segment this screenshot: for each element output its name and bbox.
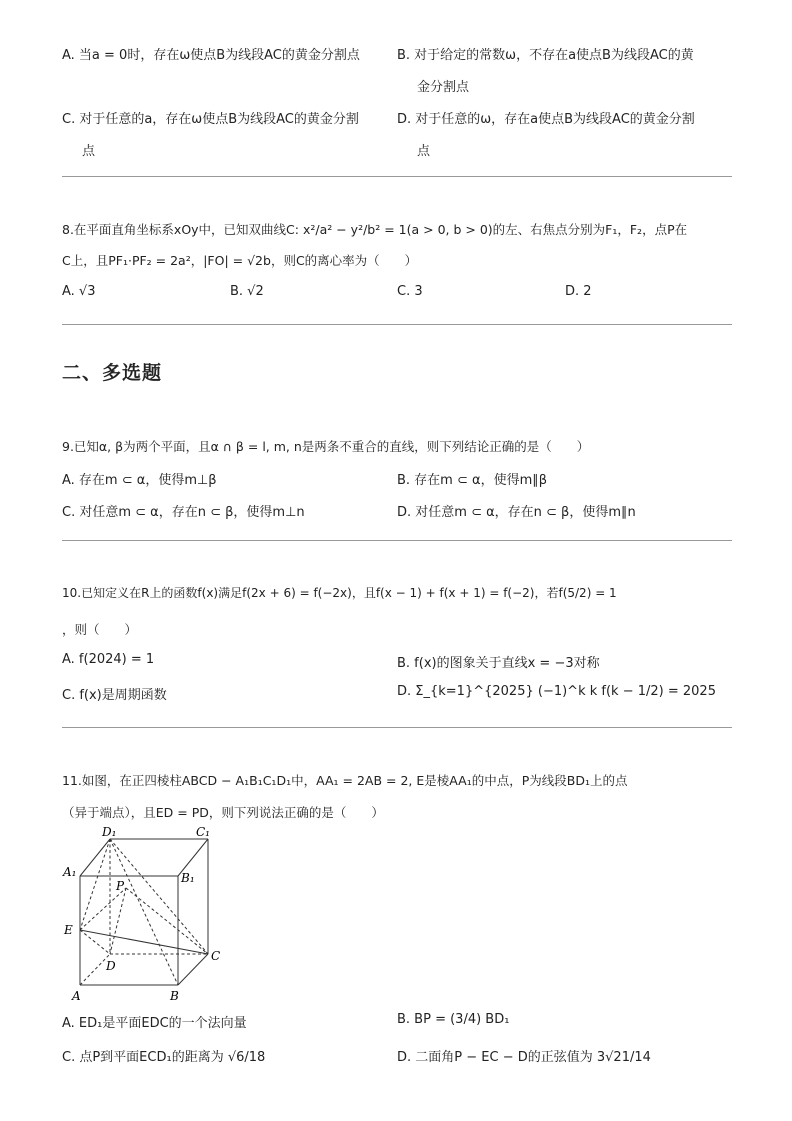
q10-option-d: D. Σ_{k=1}^{2025} (−1)^k k f(k − 1/2) = 2025 xyxy=(397,684,716,699)
seg-d1-c xyxy=(110,839,208,954)
q8-stem-line2: C上，且PF₁·PF₂ = 2a²，|FO| = √2b，则C的离心率为（ ） xyxy=(62,253,418,268)
q8-stem-line1: 8.在平面直角坐标系xOy中，已知双曲线C: x²/a² − y²/b² = 1(a > 0, b > 0)的左、右焦点分别为F₁，F₂，点P在 xyxy=(62,222,688,237)
q9-stem: 9.已知α, β为两个平面，且α ∩ β = l, m, n是两条不重合的直线，则下列结论正确的是（ ） xyxy=(62,439,590,454)
label-a: A xyxy=(72,989,81,1003)
q7-option-a: A. 当a = 0时，存在ω使点B为线段AC的黄金分割点 xyxy=(62,48,360,63)
q11-stem-line1: 11.如图，在正四棱柱ABCD − A₁B₁C₁D₁中，AA₁ = 2AB = 2, E是棱AA₁的中点，P为线段BD₁上的点 xyxy=(62,773,628,788)
q7-option-d-line2: 点 xyxy=(417,144,431,159)
label-d1: D₁ xyxy=(102,825,117,839)
divider xyxy=(62,727,732,728)
q8-option-d: D. 2 xyxy=(565,284,592,299)
section-title: 二、多选题 xyxy=(62,362,163,384)
label-e: E xyxy=(64,923,73,937)
prism-figure xyxy=(60,822,230,1007)
q10-stem-line1: 10.已知定义在R上的函数f(x)满足f(2x + 6) = f(−2x)，且f(x − 1) + f(x + 1) = f(−2)，若f(5/2) = 1 xyxy=(62,586,617,600)
q11-option-c: C. 点P到平面ECD₁的距离为 √6/18 xyxy=(62,1050,266,1065)
label-c1: C₁ xyxy=(196,825,210,839)
q7-option-c-line1: C. 对于任意的a，存在ω使点B为线段AC的黄金分割 xyxy=(62,112,359,127)
q8-option-a: A. √3 xyxy=(62,284,96,299)
q8-option-c: C. 3 xyxy=(397,284,423,299)
label-c: C xyxy=(211,949,221,963)
seg-e-d xyxy=(80,930,110,954)
q11-option-b: B. BP = (3/4) BD₁ xyxy=(397,1012,510,1027)
q8-option-b: B. √2 xyxy=(230,284,264,299)
label-d: D xyxy=(106,959,116,973)
edge-a1-d1 xyxy=(80,839,110,876)
edge-b-c xyxy=(178,954,208,985)
q7-option-d-line1: D. 对于任意的ω，存在a使点B为线段AC的黄金分割 xyxy=(397,112,695,127)
q7-option-b-line2: 金分割点 xyxy=(417,80,470,95)
q9-option-a: A. 存在m ⊂ α，使得m⊥β xyxy=(62,473,217,488)
label-b1: B₁ xyxy=(181,871,195,885)
q10-option-c: C. f(x)是周期函数 xyxy=(62,688,167,703)
q11-option-a: A. ED₁是平面EDC的一个法向量 xyxy=(62,1016,247,1031)
label-b: B xyxy=(170,989,179,1003)
q7-option-c-line2: 点 xyxy=(82,144,96,159)
seg-p-c xyxy=(126,888,208,954)
divider xyxy=(62,324,732,325)
q10-stem-line2: ，则（ ） xyxy=(62,622,138,637)
q10-option-b: B. f(x)的图象关于直线x = −3对称 xyxy=(397,656,600,671)
seg-p-d xyxy=(110,888,126,954)
q11-option-d: D. 二面角P − EC − D的正弦值为 3√21/14 xyxy=(397,1050,651,1065)
q11-stem-line2: （异于端点），且ED = PD，则下列说法正确的是（ ） xyxy=(62,805,384,820)
divider xyxy=(62,176,732,177)
label-p: P xyxy=(116,879,125,893)
q9-option-d: D. 对任意m ⊂ α，存在n ⊂ β，使得m∥n xyxy=(397,505,636,520)
divider xyxy=(62,540,732,541)
q10-option-a: A. f(2024) = 1 xyxy=(62,652,155,667)
seg-d1-e xyxy=(80,839,110,930)
q7-option-b-line1: B. 对于给定的常数ω，不存在a使点B为线段AC的黄 xyxy=(397,48,694,63)
q9-option-b: B. 存在m ⊂ α，使得m∥β xyxy=(397,473,548,488)
label-a1: A₁ xyxy=(63,865,77,879)
q9-option-c: C. 对任意m ⊂ α，存在n ⊂ β，使得m⊥n xyxy=(62,505,305,520)
seg-e-c xyxy=(80,930,208,954)
